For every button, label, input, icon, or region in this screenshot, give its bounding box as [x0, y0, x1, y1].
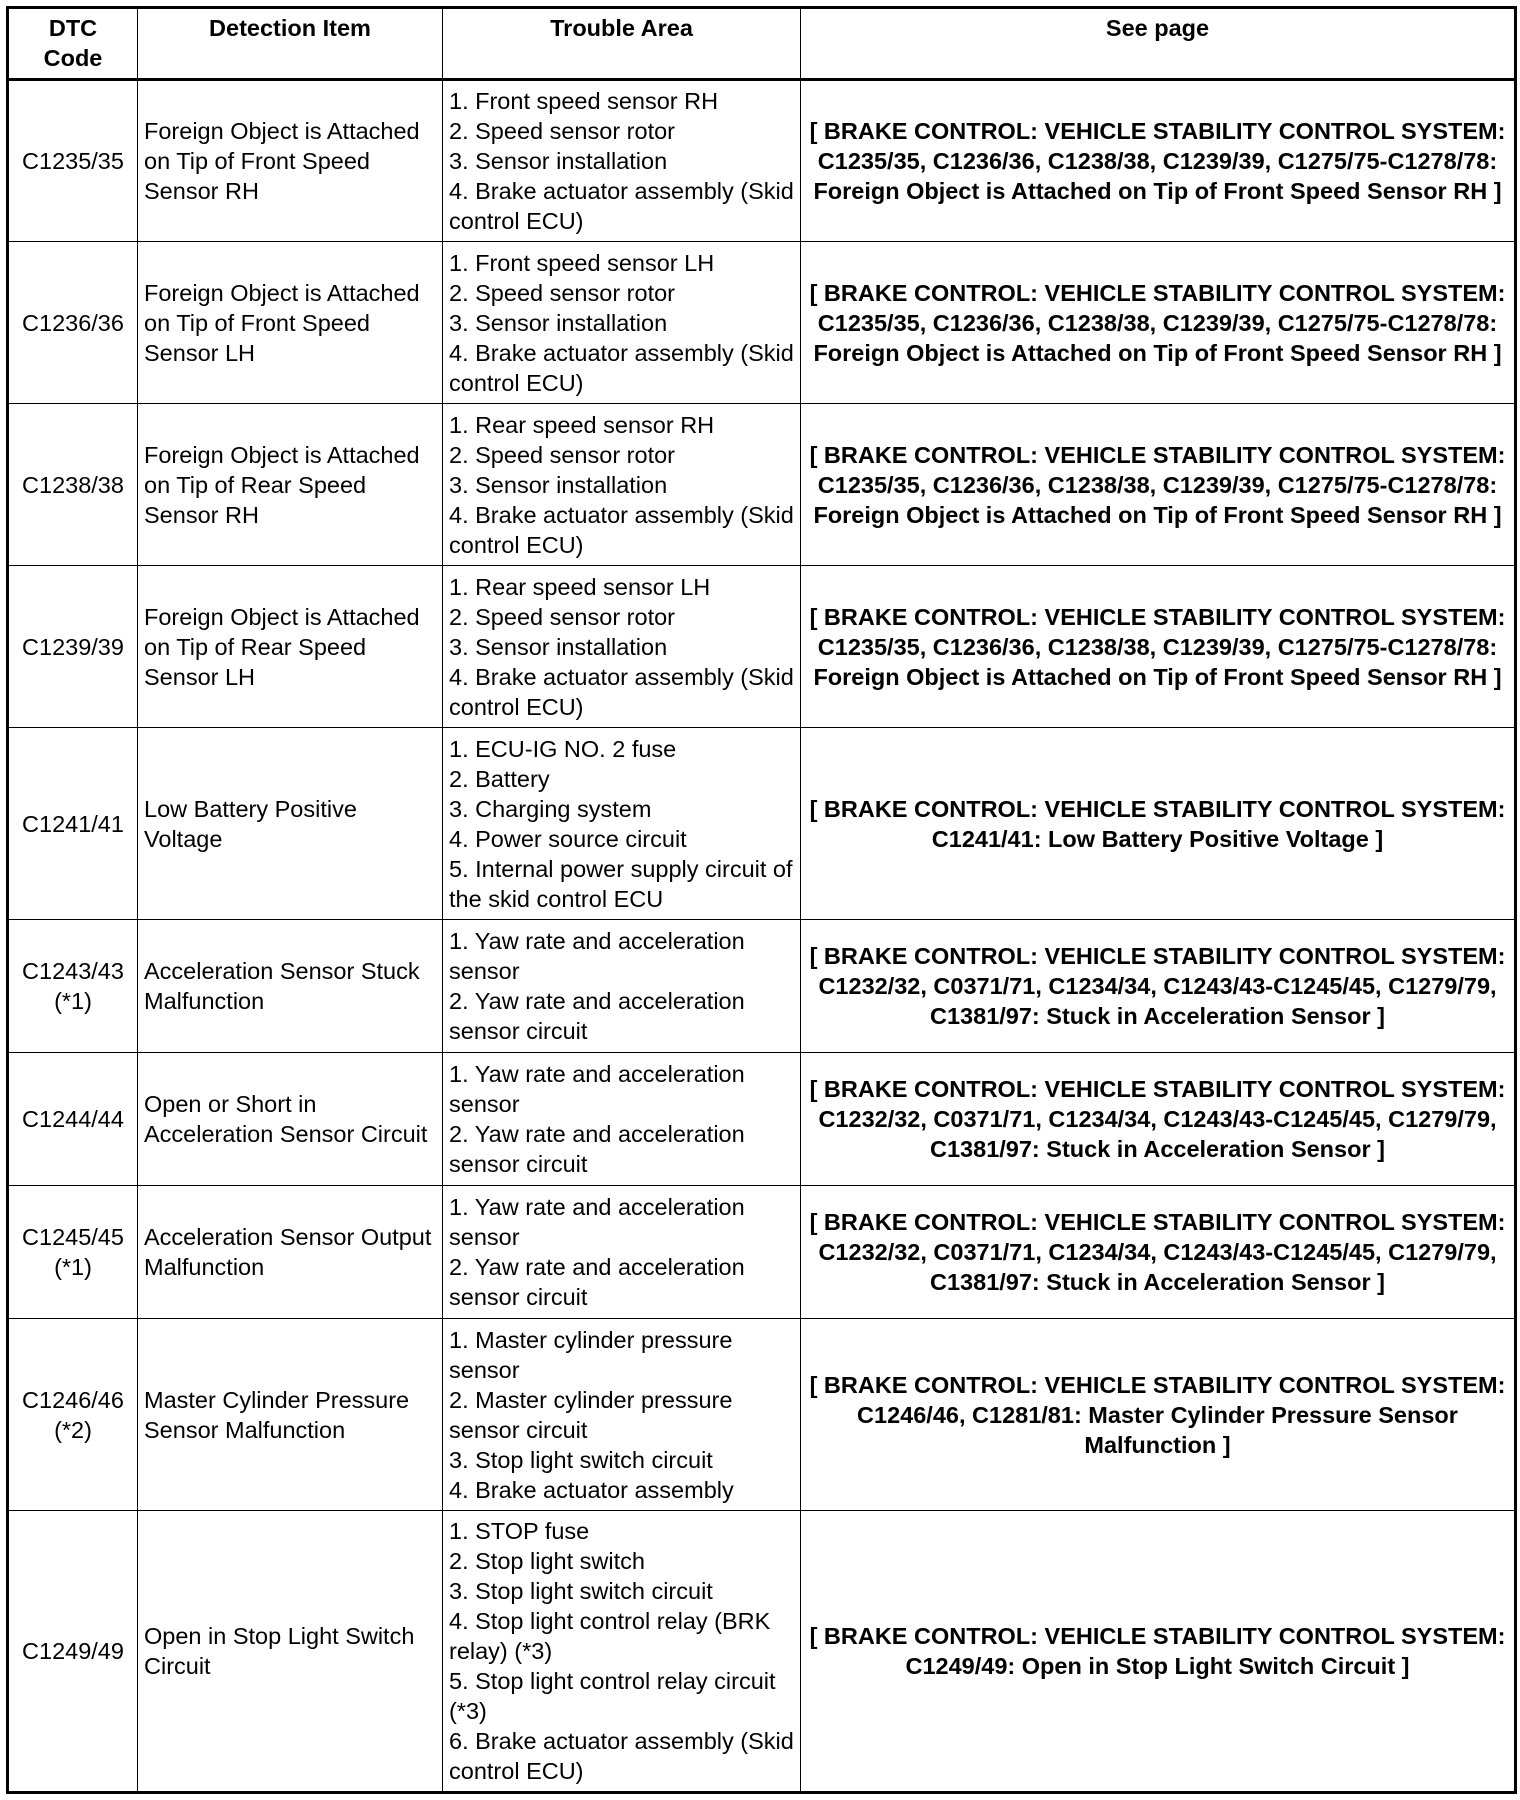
detection-item: Foreign Object is Attached on Tip of Front Speed Sensor LH — [138, 242, 443, 404]
trouble-area: 1. Yaw rate and acceleration sensor 2. Yaw rate and acceleration sensor circuit — [443, 920, 801, 1053]
trouble-area: 1. Rear speed sensor RH 2. Speed sensor rotor 3. Sensor installation 4. Brake actuator assembly (Skid control ECU) — [443, 404, 801, 566]
dtc-table — [6, 6, 1517, 1794]
detection-item: Foreign Object is Attached on Tip of Rear Speed Sensor LH — [138, 566, 443, 728]
see-page-link[interactable]: [ BRAKE CONTROL: VEHICLE STABILITY CONTROL SYSTEM: C1232/32, C0371/71, C1234/34, C1243/43-C1245/45, C1279/79, C1381/97: Stuck in Acceleration Sensor ] — [801, 920, 1516, 1053]
table-row — [8, 404, 1516, 566]
dtc-code: C1236/36 — [22, 309, 124, 336]
trouble-area: 1. Yaw rate and acceleration sensor 2. Yaw rate and acceleration sensor circuit — [443, 1053, 801, 1186]
see-page-link[interactable]: [ BRAKE CONTROL: VEHICLE STABILITY CONTROL SYSTEM: C1232/32, C0371/71, C1234/34, C1243/43-C1245/45, C1279/79, C1381/97: Stuck in Acceleration Sensor ] — [801, 1053, 1516, 1186]
header-detection-item: Detection Item — [138, 8, 443, 80]
see-page-link[interactable]: [ BRAKE CONTROL: VEHICLE STABILITY CONTROL SYSTEM: C1246/46, C1281/81: Master Cylinder Pressure Sensor Malfunction ] — [801, 1319, 1516, 1511]
dtc-code: C1239/39 — [22, 633, 124, 660]
dtc-code-cell — [8, 1053, 138, 1186]
table-row — [8, 1053, 1516, 1186]
trouble-area: 1. STOP fuse 2. Stop light switch 3. Stop light switch circuit 4. Stop light control relay (BRK relay) (*3) 5. Stop light control relay circuit (*3) 6. Brake actuator assembly (Skid control ECU) — [443, 1511, 801, 1793]
table-row — [8, 920, 1516, 1053]
detection-item: Open in Stop Light Switch Circuit — [138, 1511, 443, 1793]
see-page-link[interactable]: [ BRAKE CONTROL: VEHICLE STABILITY CONTROL SYSTEM: C1241/41: Low Battery Positive Voltage ] — [801, 728, 1516, 920]
see-page-link[interactable]: [ BRAKE CONTROL: VEHICLE STABILITY CONTROL SYSTEM: C1232/32, C0371/71, C1234/34, C1243/43-C1245/45, C1279/79, C1381/97: Stuck in Acceleration Sensor ] — [801, 1186, 1516, 1319]
see-page-link[interactable]: [ BRAKE CONTROL: VEHICLE STABILITY CONTROL SYSTEM: C1235/35, C1236/36, C1238/38, C1239/39, C1275/75-C1278/78: Foreign Object is Attached on Tip of Front Speed Sensor RH ] — [801, 242, 1516, 404]
header-trouble-area: Trouble Area — [443, 8, 801, 80]
dtc-code: C1235/35 — [22, 148, 124, 174]
dtc-code-cell — [8, 1319, 138, 1511]
dtc-code: C1245/45 — [22, 1224, 124, 1250]
dtc-code-cell — [8, 1186, 138, 1319]
header-row — [8, 8, 1516, 80]
dtc-code-cell — [8, 80, 138, 242]
table-row — [8, 80, 1516, 242]
dtc-code-cell — [8, 1511, 138, 1793]
dtc-code-cell — [8, 566, 138, 728]
trouble-area: 1. Yaw rate and acceleration sensor 2. Yaw rate and acceleration sensor circuit — [443, 1186, 801, 1319]
dtc-note: (*1) — [54, 988, 92, 1014]
header-dtc-code: DTC Code — [8, 8, 138, 80]
see-page-link[interactable]: [ BRAKE CONTROL: VEHICLE STABILITY CONTROL SYSTEM: C1235/35, C1236/36, C1238/38, C1239/39, C1275/75-C1278/78: Foreign Object is Attached on Tip of Front Speed Sensor RH ] — [801, 80, 1516, 242]
table-row — [8, 1511, 1516, 1793]
trouble-area: 1. Rear speed sensor LH 2. Speed sensor rotor 3. Sensor installation 4. Brake actuator assembly (Skid control ECU) — [443, 566, 801, 728]
table-row — [8, 242, 1516, 404]
detection-item: Low Battery Positive Voltage — [138, 728, 443, 920]
dtc-code: C1244/44 — [22, 1106, 124, 1132]
table-row — [8, 566, 1516, 728]
trouble-area: 1. Front speed sensor RH 2. Speed sensor rotor 3. Sensor installation 4. Brake actuator assembly (Skid control ECU) — [443, 80, 801, 242]
see-page-link[interactable]: [ BRAKE CONTROL: VEHICLE STABILITY CONTROL SYSTEM: C1235/35, C1236/36, C1238/38, C1239/39, C1275/75-C1278/78: Foreign Object is Attached on Tip of Front Speed Sensor RH ] — [801, 404, 1516, 566]
table-row — [8, 1319, 1516, 1511]
dtc-code: C1249/49 — [22, 1638, 124, 1664]
dtc-note: (*1) — [54, 1254, 92, 1280]
dtc-code-cell — [8, 242, 138, 404]
detection-item: Foreign Object is Attached on Tip of Rear Speed Sensor RH — [138, 404, 443, 566]
trouble-area: 1. Front speed sensor LH 2. Speed sensor rotor 3. Sensor installation 4. Brake actuator assembly (Skid control ECU) — [443, 242, 801, 404]
dtc-note: (*2) — [54, 1416, 92, 1443]
header-see-page: See page — [801, 8, 1516, 80]
see-page-link[interactable]: [ BRAKE CONTROL: VEHICLE STABILITY CONTROL SYSTEM: C1235/35, C1236/36, C1238/38, C1239/39, C1275/75-C1278/78: Foreign Object is Attached on Tip of Front Speed Sensor RH ] — [801, 566, 1516, 728]
dtc-code-cell — [8, 404, 138, 566]
dtc-code: C1246/46 — [22, 1386, 124, 1413]
table-row — [8, 728, 1516, 920]
trouble-area: 1. ECU-IG NO. 2 fuse 2. Battery 3. Charging system 4. Power source circuit 5. Internal power supply circuit of the skid control ECU — [443, 728, 801, 920]
detection-item: Open or Short in Acceleration Sensor Circuit — [138, 1053, 443, 1186]
dtc-code: C1243/43 — [22, 958, 124, 984]
see-page-link[interactable]: [ BRAKE CONTROL: VEHICLE STABILITY CONTROL SYSTEM: C1249/49: Open in Stop Light Switch Circuit ] — [801, 1511, 1516, 1793]
trouble-area: 1. Master cylinder pressure sensor 2. Master cylinder pressure sensor circuit 3. Stop light switch circuit 4. Brake actuator assembly — [443, 1319, 801, 1511]
dtc-code-cell — [8, 920, 138, 1053]
dtc-code: C1241/41 — [22, 810, 124, 837]
detection-item: Master Cylinder Pressure Sensor Malfunction — [138, 1319, 443, 1511]
table-row — [8, 1186, 1516, 1319]
detection-item: Acceleration Sensor Output Malfunction — [138, 1186, 443, 1319]
detection-item: Foreign Object is Attached on Tip of Front Speed Sensor RH — [138, 80, 443, 242]
detection-item: Acceleration Sensor Stuck Malfunction — [138, 920, 443, 1053]
dtc-code-cell — [8, 728, 138, 920]
dtc-code: C1238/38 — [22, 471, 124, 498]
